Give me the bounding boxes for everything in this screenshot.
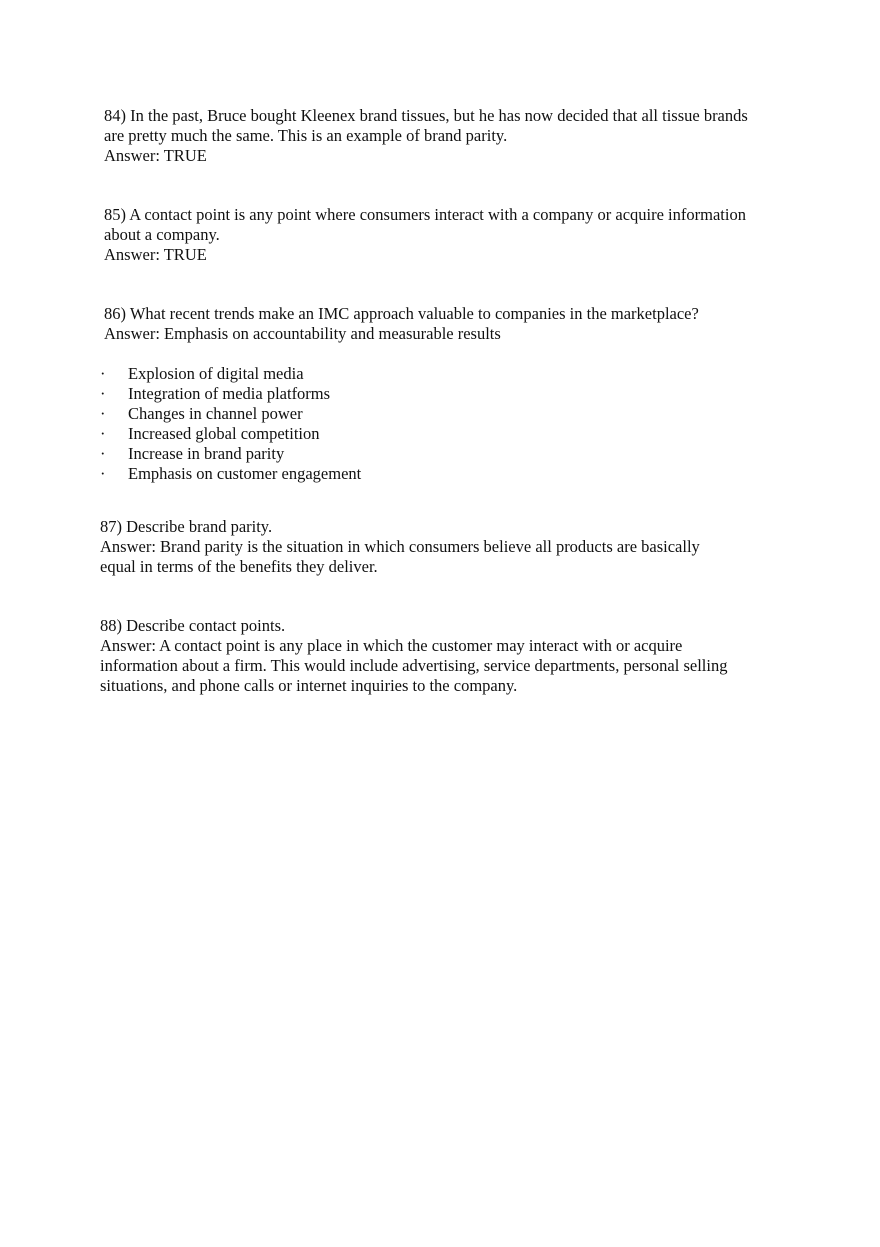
list-item-text: Explosion of digital media xyxy=(128,364,304,383)
question-87-answer-line-2: equal in terms of the benefits they deliver. xyxy=(100,557,378,576)
list-item-text: Changes in channel power xyxy=(128,404,303,423)
question-84-text-line-2: are pretty much the same. This is an example of brand parity. xyxy=(104,126,508,145)
question-88-text-line-1: 88) Describe contact points. xyxy=(100,616,286,635)
list-item-text: Emphasis on customer engagement xyxy=(128,464,362,483)
question-85-text-line-2: about a company. xyxy=(104,225,220,244)
question-85-text-line-1: 85) A contact point is any point where consumers interact with a company or acquire information xyxy=(104,205,746,224)
question-87-answer-line-1: Answer: Brand parity is the situation in which consumers believe all products are basically xyxy=(100,537,700,556)
question-87 xyxy=(100,517,700,577)
question-88-answer-line-3: situations, and phone calls or internet inquiries to the company. xyxy=(100,676,518,695)
question-88-answer-line-2: information about a firm. This would include advertising, service departments, personal selling xyxy=(100,656,728,675)
bullet-icon: · xyxy=(100,444,106,463)
question-84-answer: Answer: TRUE xyxy=(104,146,207,165)
question-88-answer-line-1: Answer: A contact point is any place in which the customer may interact with or acquire xyxy=(100,636,683,655)
bullet-icon: · xyxy=(100,424,106,443)
question-85-answer: Answer: TRUE xyxy=(104,245,207,264)
bullet-icon: · xyxy=(100,384,106,403)
list-item-text: Integration of media platforms xyxy=(128,384,331,403)
bullet-icon: · xyxy=(100,464,106,483)
bullet-icon: · xyxy=(100,404,106,423)
question-85 xyxy=(104,205,746,265)
list-item-text: Increase in brand parity xyxy=(128,444,285,463)
question-88 xyxy=(100,616,727,696)
list-item-text: Increased global competition xyxy=(128,424,320,443)
question-87-text-line-1: 87) Describe brand parity. xyxy=(100,517,273,536)
question-84 xyxy=(104,106,748,166)
question-86 xyxy=(104,304,699,344)
question-86-answer: Answer: Emphasis on accountability and measurable results xyxy=(104,324,501,343)
question-86-text-line-1: 86) What recent trends make an IMC approach valuable to companies in the marketplace? xyxy=(104,304,699,323)
question-84-text-line-1: 84) In the past, Bruce bought Kleenex brand tissues, but he has now decided that all tissue brands xyxy=(104,106,748,125)
bullet-icon: · xyxy=(100,364,106,383)
